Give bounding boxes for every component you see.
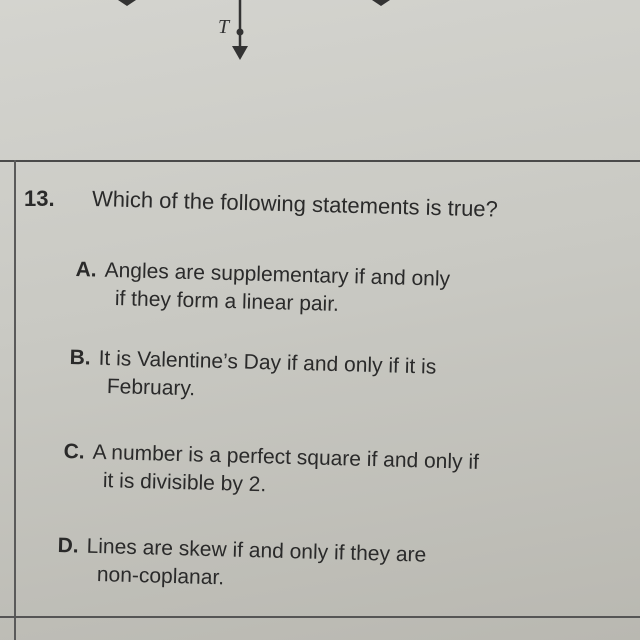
option-c-line2: it is divisible by 2. — [102, 469, 267, 497]
down-arrow-icon — [232, 46, 248, 60]
force-diagram — [0, 0, 640, 160]
option-d-letter: D. — [57, 533, 79, 558]
question-number: 13. — [24, 186, 55, 211]
vector-label: T — [218, 16, 230, 38]
left-arrow-stub — [118, 0, 136, 6]
option-a[interactable] — [75, 256, 451, 322]
option-b[interactable] — [69, 344, 437, 410]
right-arrow-stub — [372, 0, 390, 6]
option-a-line2: if they form a linear pair. — [114, 287, 340, 316]
option-d[interactable] — [57, 532, 427, 598]
previous-question-area — [0, 0, 640, 160]
question-text: Which of the following statements is true? — [91, 186, 499, 222]
option-b-letter: B. — [69, 345, 91, 370]
option-d-line1: Lines are skew if and only if they are — [86, 534, 427, 567]
section-divider — [0, 160, 640, 162]
point-dot — [237, 29, 244, 36]
option-a-letter: A. — [75, 257, 97, 282]
margin-line — [14, 160, 16, 640]
option-c-line1: A number is a perfect square if and only if — [92, 440, 480, 474]
option-c-letter: C. — [63, 439, 85, 464]
option-b-line2: February. — [106, 374, 196, 401]
option-c[interactable] — [63, 438, 480, 505]
option-b-line1: It is Valentine’s Day if and only if it is — [98, 346, 437, 379]
bottom-divider — [0, 616, 640, 618]
option-d-line2: non-coplanar. — [96, 563, 225, 590]
option-a-line1: Angles are supplementary if and only — [104, 258, 451, 291]
